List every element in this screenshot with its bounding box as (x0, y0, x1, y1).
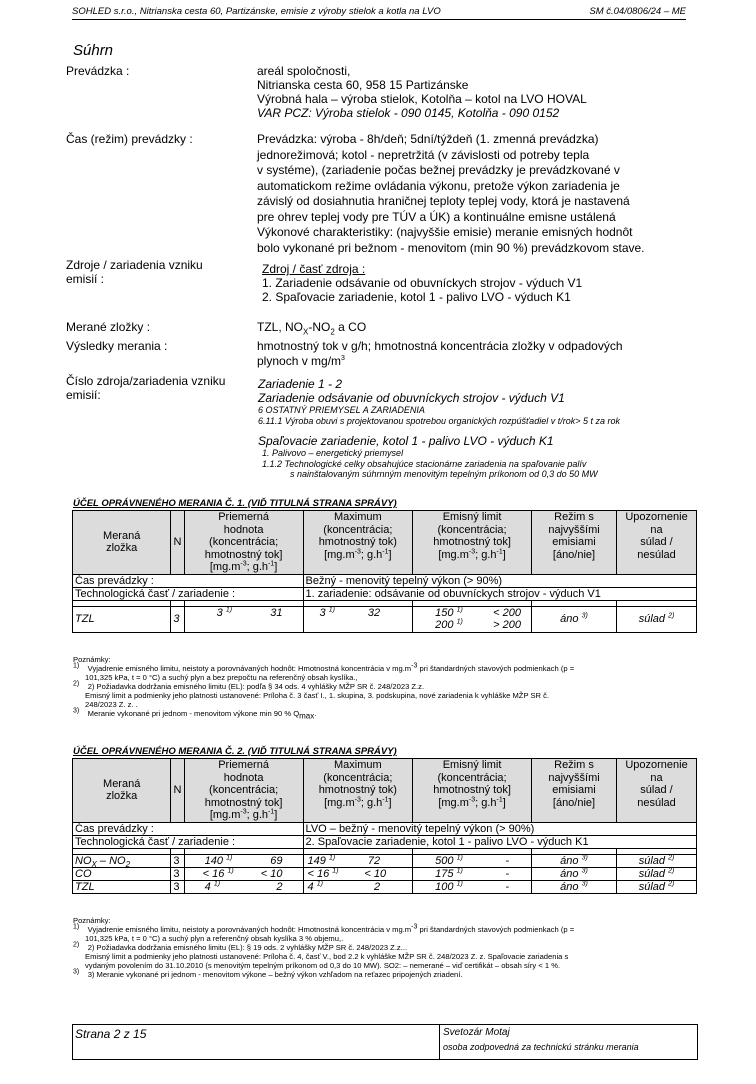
zariadenie-name: Zariadenie odsávanie od obuvníckych strojov - výduch V1 (258, 391, 565, 405)
header-left: SOHLED s.r.o., Nitrianska cesta 60, Partizánske, emisie z výroby stielok a kotla na LVO (72, 6, 441, 17)
cell-zlozka: CO (73, 867, 171, 880)
vysledky-label: Výsledky merania : (66, 339, 168, 353)
cas-line: Výkonové charakteristiky: (najvyššie emisie) meranie emisných hodnôt (257, 225, 633, 239)
cell-limit: 150 $^{1)}$ < 200 200 $^{1)}$ > 200 (413, 606, 532, 632)
cell-avg: 140 $^{1)}$ 69 (184, 854, 303, 867)
col-rezim: Režim s najvyššími emisiami [áno/nie] (531, 759, 616, 823)
cas-cell: Čas prevádzky : (73, 574, 304, 587)
cas-line: bolo vykonané pri bežnom - menovitom (min 90 %) prevádzkovom stave. (257, 240, 645, 255)
zariadenie-category: 6.11.1 Výroba obuvi s projektovanou spotrebou organických rozpúšťadiel v t/rok> 5 t za rok (258, 415, 620, 426)
table-row (73, 854, 697, 867)
cas-line: v systéme), (zariadenie počas bežnej prevádzky je prevádzkované v (257, 163, 620, 177)
zdroje-item: 2. Spaľovacie zariadenie, kotol 1 - palivo LVO - výduch K1 (262, 290, 571, 304)
cell-zlozka: TZL (73, 606, 171, 632)
cell-limit: 500 $^{1)}$ - (413, 854, 532, 867)
cell-rezim: áno $^{3)}$ (531, 880, 616, 893)
cislo-label-line: emisií: (66, 388, 101, 402)
prevadzka-line: VAR PCZ: Výroba stielok - 090 0145, Kotolňa - 090 0152 (257, 106, 560, 120)
col-rezim: Režim s najvyššími emisiami [áno/nie] (531, 511, 616, 575)
cell-max: 4 $^{1)}$ 2 (303, 880, 413, 893)
table-row (73, 880, 697, 893)
zariadenie-category: 6 OSTATNÝ PRIEMYSEL A ZARIADENIA (258, 405, 425, 415)
note-line: 101,325 kPa, t = 0 °C) a suchý plyn a referenčný obsah kyslíka 3 % objemu,. (85, 934, 344, 943)
note-line: Poznámky: (73, 916, 111, 925)
table-header-row (73, 759, 697, 823)
cas-label: Čas (režim) prevádzky : (66, 132, 193, 146)
prevadzka-label: Prevádzka : (66, 64, 130, 78)
tech-row (73, 835, 697, 848)
cell-n: 3 (171, 867, 184, 880)
cell-rezim: áno $^{3)}$ (531, 867, 616, 880)
zdroje-label (66, 258, 203, 286)
vysledky-line: plynoch v $mg/m^3$ (257, 354, 345, 368)
note-line: $^{2)}$ 2) Požiadavka dodržania emisného limitu (EL): § 19 ods. 2 vyhlášky MŽP SR č. 248/2023 Z.z... (73, 941, 408, 952)
zariadenie-category: 1.1.2 Technologické celky obsahujúce stacionárne zariadenia na spaľovanie palív (262, 458, 587, 469)
cislo-label (66, 374, 225, 402)
col-limit: Emisný limit (koncentrácia; hmotnostný tok] [$mg.m^{-3}$; $g.h^{-1}$] (413, 511, 532, 575)
col-upozornenie: Upozornenie na súlad / nesúlad (617, 759, 697, 823)
cell-rezim: áno $^{3)}$ (531, 606, 616, 632)
col-n: N (171, 511, 184, 575)
zdroje-label-line: emisií : (66, 272, 105, 286)
zariadenie-title: Zariadenie 1 - 2 (258, 377, 343, 391)
section2-title: ÚČEL OPRÁVNENÉHO MERANIA Č. 2. (VIĎ TITULNÁ STRANA SPRÁVY) (73, 746, 397, 757)
cell-n: 3 (171, 606, 184, 632)
cas-value (257, 132, 697, 256)
vysledky-value (257, 339, 697, 369)
cell-avg: < 16 $^{1)}$ < 10 (184, 867, 303, 880)
note-line: $^{3)}$ 3) Meranie vykonané pri jednom - menovitom výkone – bežný výkon vzhľadom na reťazec pripojených zriadení. (73, 968, 463, 979)
table-header-row (73, 511, 697, 575)
table-row (73, 606, 697, 632)
cell-max: < 16 $^{1)}$ < 10 (303, 867, 413, 880)
tech-cell: Technologická časť / zariadenie : (73, 587, 304, 600)
cas-line: automatickom režime ovládania výkonu, pretože výkon zariadenia je (257, 178, 620, 193)
cell-rezim: áno $^{3)}$ (531, 854, 616, 867)
cell-max: 3 $^{1)}$ 32 (303, 606, 413, 632)
cell-avg: 3 $^{1)}$ 31 (184, 606, 303, 632)
tech-cell: Technologická časť / zariadenie : (73, 835, 304, 848)
cas-line: jednorežimová; kotol - nepretržitá (v závislosti od potreby tepla (257, 147, 590, 162)
notes-2 (73, 916, 701, 979)
prevadzka-line: Nitrianska cesta 60, 958 15 Partizánske (257, 78, 469, 92)
note-line: 248/2023 Z. z. . (85, 700, 138, 709)
cell-sulad: súlad $^{2)}$ (617, 854, 697, 867)
cas-line: pre ohrev teplej vody pre TÚV a ÚK) a kontinuálne emisne ustálená (257, 209, 616, 224)
note-line: Emisný limit a podmienky jeho platnosti ustanovené: Príloha č. 3 časť I., 1. skupina, 3. podskupina, nové zariadenia k vyhláške MŽP SR č. (85, 691, 550, 700)
page-title: Súhrn (73, 42, 114, 59)
signer-name: Svetozár Motaj (443, 1027, 510, 1038)
col-limit: Emisný limit (koncentrácia; hmotnostný tok] [$mg.m^{-3}$; $g.h^{-1}$] (413, 759, 532, 823)
cas-line: Prevádzka: výroba - 8h/deň; 5dní/týždeň (1. zmenná prevádzka) (257, 132, 599, 146)
note-line: $^{3)}$ Meranie vykonané pri jednom - menovitom výkone min 90 % $Q_{max}$. (73, 707, 317, 721)
zdroje-head: Zdroj / časť zdroja : (262, 262, 366, 276)
note-line: $^{1)}$ Vyjadrenie emisného limitu, neistoty a porovnávaných hodnôt: Hmotnostná koncentrácia v $mg.m^{-3}$ pri štandardných stavových podmienkach (p = (73, 662, 575, 673)
signer-role: osoba zodpovedná za technickú stránku merania (443, 1042, 639, 1052)
tech-value-cell: 1. zariadenie: odsávanie od obuvníckych strojov - výduch V1 (303, 587, 696, 600)
col-priemerna: Priemerná hodnota (koncentrácia; hmotnostný tok] [$mg.m^{-3}$; $g.h^{-1}$] (184, 511, 303, 575)
cas-row (73, 822, 697, 835)
cell-zlozka: $NO_X - NO_2$ (73, 854, 171, 867)
col-priemerna: Priemerná hodnota (koncentrácia; hmotnostný tok] [$mg.m^{-3}$; $g.h^{-1}$] (184, 759, 303, 823)
vysledky-line: hmotnostný tok v g/h; hmotnostná koncentrácia zložky v odpadových (257, 339, 623, 353)
col-maximum: Maximum (koncentrácia; hmotnostný tok) [$mg.m^{-3}$; $g.h^{-1}$] (303, 759, 413, 823)
table-row (73, 867, 697, 880)
cell-avg: 4 $^{1)}$ 2 (184, 880, 303, 893)
zariadenie-category: 1. Palivovo – energetický priemysel (262, 448, 404, 458)
cas-row (73, 574, 697, 587)
note-line: vydaným povolením do 31.10.2010 (s menovitým tepelným príkonom od 0,3 do 10 MW). SO2: – nemerané – viď certifikát – obsah síry < 1 %. (85, 961, 561, 970)
zdroje-item: 1. Zariadenie odsávanie od obuvníckych strojov - výduch V1 (262, 276, 583, 290)
col-zlozka: Meraná zložka (73, 759, 171, 823)
merane-value: TZL, $NO_X-NO_2$ a CO (257, 320, 367, 337)
cell-sulad: súlad $^{2)}$ (617, 606, 697, 632)
cas-cell: Čas prevádzky : (73, 822, 304, 835)
cas-line: závislý od dosiahnutia hraničnej teploty teplej vody, ktorá je nastavená (257, 194, 630, 208)
cell-limit: 100 $^{1)}$ - (413, 880, 532, 893)
tech-value-cell: 2. Spaľovacie zariadenie, kotol 1 - palivo LVO - výduch K1 (303, 835, 696, 848)
results-table-1 (72, 510, 697, 633)
section1-title: ÚČEL OPRÁVNENÉHO MERANIA Č. 1. (VIĎ TITULNÁ STRANA SPRÁVY) (73, 498, 397, 509)
col-n: N (171, 759, 184, 823)
tech-row (73, 587, 697, 600)
prevadzka-value (257, 64, 697, 120)
page-number: Strana 2 z 15 (75, 1027, 147, 1041)
cislo-label-line: Číslo zdroja/zariadenia vzniku (66, 374, 226, 388)
zariadenie-category: s nainštalovaným súhrnným menovitým tepelným príkonom od 0,3 do 50 MW (290, 469, 598, 479)
cell-sulad: súlad $^{2)}$ (617, 880, 697, 893)
cell-max: 149 $^{1)}$ 72 (303, 854, 413, 867)
col-zlozka: Meraná zložka (73, 511, 171, 575)
page-header (72, 6, 686, 20)
zariadenie-block (258, 377, 698, 480)
footer-divider (439, 1025, 440, 1059)
cell-sulad: súlad $^{2)}$ (617, 867, 697, 880)
cell-n: 3 (171, 880, 184, 893)
cas-value-cell: LVO – bežný - menovitý tepelný výkon (> 90%) (303, 822, 696, 835)
page-footer (72, 1024, 698, 1060)
notes-1 (73, 655, 701, 721)
zdroje-value (262, 262, 702, 304)
prevadzka-line: Výrobná hala – výroba stielok, Kotolňa – kotol na LVO HOVAL (257, 92, 587, 106)
merane-label: Merané zložky : (66, 320, 151, 334)
note-line: $^{2)}$ 2) Požiadavka dodržania emisného limitu (EL): podľa § 34 ods. 4 vyhlášky MŽP SR č. 248/2023 Z.z. (73, 680, 425, 691)
note-line: $^{1)}$ Vyjadrenie emisného limitu, neistoty a porovnávaných hodnôt: Hmotnostná koncentrácia v $mg.m^{-3}$ pri štandardných stavových podmienkach (p = (73, 923, 575, 934)
col-maximum: Maximum (koncentrácia; hmotnostný tok) [$mg.m^{-3}$; $g.h^{-1}$] (303, 511, 413, 575)
zdroje-label-line: Zdroje / zariadenia vzniku (66, 258, 203, 272)
note-line: Emisný limit a podmienky jeho platnosti ustanovené: Príloha č. 4, časť V., bod 2.2 k vyhláške MŽP SR č. 248/2023 Z. z. Spaľovacie zariadenia s (85, 952, 569, 961)
cell-zlozka: TZL (73, 880, 171, 893)
cas-value-cell: Bežný - menovitý tepelný výkon (> 90%) (303, 574, 696, 587)
col-upozornenie: Upozornenie na súlad / nesúlad (617, 511, 697, 575)
prevadzka-line: areál spoločnosti, (257, 64, 351, 78)
zariadenie-name: Spaľovacie zariadenie, kotol 1 - palivo LVO - výduch K1 (258, 434, 554, 448)
cell-limit: 175 $^{1)}$ - (413, 867, 532, 880)
results-table-2 (72, 758, 697, 894)
header-right: SM č.04/0806/24 – ME (589, 6, 686, 17)
note-line: 101,325 kPa, t = 0 °C) a suchý plyn a bez prepočtu na referenčný obsah kyslíka., (85, 673, 358, 682)
note-line: Poznámky: (73, 655, 111, 664)
cell-n: 3 (171, 854, 184, 867)
